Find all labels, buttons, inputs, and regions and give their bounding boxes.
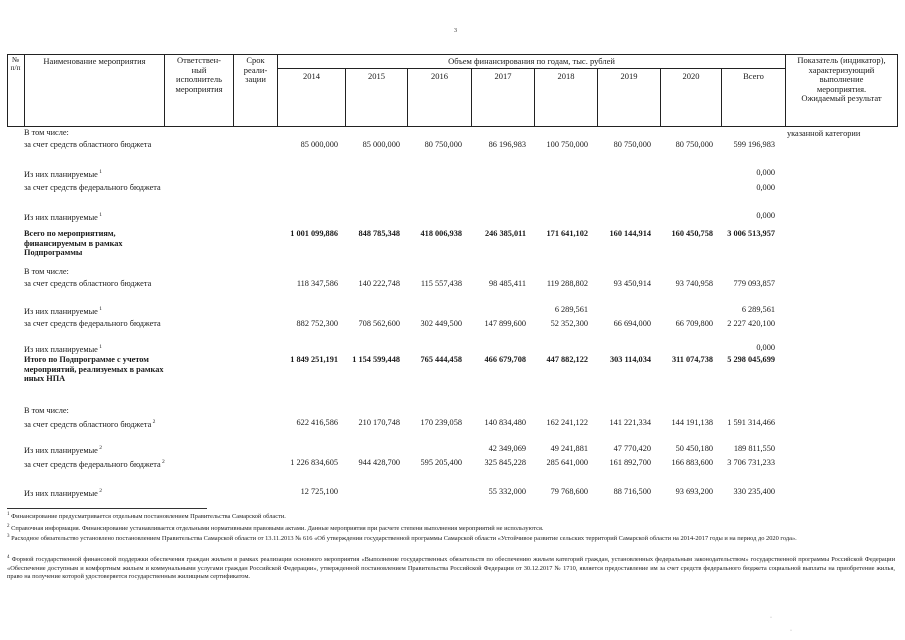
col-border <box>897 54 898 127</box>
row-label-text: В том числе: <box>24 128 69 137</box>
footnote <box>7 511 895 522</box>
row-label <box>24 140 174 150</box>
value-cell: 12 725,100 <box>300 487 338 496</box>
header-num: № п/п <box>10 55 21 72</box>
value-cell: 79 768,600 <box>550 487 588 496</box>
value-cell: 246 385,011 <box>484 229 526 238</box>
value-cell: 55 332,000 <box>488 487 526 496</box>
value-cell: 118 347,586 <box>296 279 338 288</box>
header-year: 2018 <box>557 71 575 81</box>
row-label-text: Из них планируемые <box>24 445 98 455</box>
value-cell: 1 154 599,448 <box>352 355 400 364</box>
value-cell: 170 239,058 <box>420 418 462 427</box>
value-cell: 166 883,600 <box>671 458 713 467</box>
row-label-text: за счет средств федерального бюджета <box>24 459 161 469</box>
value-cell: 3 006 513,957 <box>727 229 775 238</box>
value-cell: 160 144,914 <box>609 229 651 238</box>
row-label <box>24 319 174 329</box>
value-cell: 85 000,000 <box>300 140 338 149</box>
row-label-text: Итого по Подпрограмме с учетом мероприятий, реализуемых в рамках иных НПА <box>24 355 164 384</box>
footnote-separator <box>7 508 207 509</box>
value-cell: 0,000 <box>756 211 775 220</box>
value-cell: 98 485,411 <box>488 279 526 288</box>
value-cell: 1 591 314,466 <box>727 418 775 427</box>
value-cell: 85 000,000 <box>362 140 400 149</box>
row-label-text: за счет средств областного бюджета <box>24 140 152 149</box>
value-cell: 100 750,000 <box>546 140 588 149</box>
value-cell: 50 450,180 <box>675 444 713 453</box>
value-cell: 0,000 <box>756 168 775 177</box>
footnote-ref: 2 <box>97 488 102 494</box>
header-year: 2016 <box>431 71 448 81</box>
value-cell: 0,000 <box>756 343 775 352</box>
value-cell: 144 191,138 <box>671 418 713 427</box>
value-cell: 6 289,561 <box>741 305 775 314</box>
header-year: 2019 <box>620 71 638 81</box>
value-cell: 779 093,857 <box>733 279 775 288</box>
value-cell: 162 241,122 <box>546 418 588 427</box>
value-cell: 303 114,034 <box>609 355 651 364</box>
value-cell: 49 241,881 <box>550 444 588 453</box>
value-cell: 1 849 251,191 <box>290 355 338 364</box>
value-cell: 1 001 099,886 <box>290 229 338 238</box>
header-top-border <box>7 54 898 55</box>
row-label <box>24 418 174 429</box>
value-cell: 161 892,700 <box>609 458 651 467</box>
value-cell: 147 899,600 <box>484 319 526 328</box>
value-cell: 80 750,000 <box>424 140 462 149</box>
header-funding: Объем финансирования по годам, тыс. рублей <box>448 56 615 66</box>
value-cell: 285 641,000 <box>546 458 588 467</box>
value-cell: 141 221,334 <box>609 418 651 427</box>
header-year: 2014 <box>303 71 320 81</box>
header-year: 2020 <box>682 71 700 81</box>
value-cell: 93 693,200 <box>675 487 713 496</box>
row-label <box>24 229 174 258</box>
header-year: Всего <box>743 71 764 81</box>
footnote-number: 1 <box>7 512 10 517</box>
row-label-text: Из них планируемые <box>24 344 98 354</box>
value-cell: 210 170,748 <box>358 418 400 427</box>
footnote-ref: 2 <box>151 419 156 425</box>
header-year: 2015 <box>368 71 385 81</box>
value-cell: 47 770,420 <box>613 444 651 453</box>
row-label-text: Из них планируемые <box>24 169 98 179</box>
value-cell: 944 428,700 <box>358 458 400 467</box>
value-cell: 171 641,102 <box>546 229 588 238</box>
row-label-text: В том числе: <box>24 406 69 415</box>
row-label-text: за счет средств федерального бюджета <box>24 183 161 192</box>
value-cell: 6 289,561 <box>554 305 588 314</box>
row-label <box>24 406 174 416</box>
value-cell: 622 416,586 <box>296 418 338 427</box>
value-cell: 42 349,069 <box>488 444 526 453</box>
value-cell: 140 834,480 <box>484 418 526 427</box>
row-label-text: за счет средств областного бюджета <box>24 279 152 288</box>
value-cell: 765 444,458 <box>420 355 462 364</box>
header-bottom-border <box>7 126 898 127</box>
footnote-number: 4 <box>7 555 10 560</box>
value-cell: 311 074,738 <box>671 355 713 364</box>
row-label-text: за счет средств областного бюджета <box>24 419 152 429</box>
row-label-text: за счет средств федерального бюджета <box>24 319 161 328</box>
row-label <box>24 211 174 222</box>
value-cell: 325 845,228 <box>484 458 526 467</box>
row-label-text: Из них планируемые <box>24 212 98 222</box>
value-cell: 2 227 420,100 <box>727 319 775 328</box>
footnote-text: Формой государственной финансовой поддержки обеспечения граждан жильем в рамках реализации основного мероприятия «Выполнение государственных обязательств по обеспечению жильем категорий граждан, установленных федеральным законодательством» государственной программы Российской Федерации «Обеспечение доступным и комфортным жильем и коммунальными услугами граждан Российской Федерации», утвержденной постановлением Правительства Российской Федерации от 30.12.2017 № 1710, является предоставление им за счет средств федерального бюджета социальной выплаты на приобретение жилья, право на получение которой удостоверяется государственным жилищным сертификатом. <box>7 556 895 580</box>
value-cell: 882 752,300 <box>296 319 338 328</box>
value-cell: 93 740,958 <box>675 279 713 288</box>
value-cell: 115 557,438 <box>420 279 462 288</box>
footnote-text: Финансирование предусматривается отдельным постановлением Правительства Самарской области. <box>9 513 286 521</box>
value-cell: 160 450,758 <box>671 229 713 238</box>
value-cell: 119 288,802 <box>546 279 588 288</box>
footnote-ref: 2 <box>160 459 165 465</box>
scan-mark: · <box>770 615 772 621</box>
value-cell: 1 226 834,605 <box>290 458 338 467</box>
value-cell: 80 750,000 <box>675 140 713 149</box>
footnote <box>7 533 895 544</box>
value-cell: 66 709,800 <box>675 319 713 328</box>
footnote <box>7 554 895 581</box>
footnote-ref: 1 <box>97 344 102 350</box>
footnote-number: 2 <box>7 524 10 529</box>
header-executor: Ответствен- ный исполнитель мероприятия <box>175 55 223 94</box>
row-label <box>24 458 174 469</box>
row-label-text: Всего по мероприятиям, финансируемым в рамках Подпрограммы <box>24 229 123 258</box>
value-cell: 3 706 731,233 <box>727 458 775 467</box>
row-label-text: Из них планируемые <box>24 488 98 498</box>
row-label <box>24 444 174 455</box>
header-term: Срок реали- зации <box>243 55 268 84</box>
footnote-text: Расходное обязательство установлено постановлением Правительства Самарской области от 13.11.2013 № 616 «Об утверждении государственной программы Самарской области «Устойчивое развитие сельских территорий Самарской области на 2014-2017 годы и на период до 2020 года». <box>9 535 797 543</box>
funding-underline <box>277 68 785 69</box>
value-cell: 599 196,983 <box>733 140 775 149</box>
row-label <box>24 279 174 289</box>
table-header <box>7 54 898 127</box>
row-label <box>24 487 174 498</box>
footnote-ref: 1 <box>97 212 102 218</box>
row-label <box>24 183 174 193</box>
row-label <box>24 343 174 354</box>
page-number: 3 <box>454 28 457 34</box>
scan-mark: · <box>790 628 792 634</box>
value-cell: 302 449,500 <box>420 319 462 328</box>
value-cell: 93 450,914 <box>613 279 651 288</box>
footnote-ref: 2 <box>97 445 102 451</box>
footnote-ref: 1 <box>97 169 102 175</box>
footnote-number: 3 <box>7 534 10 539</box>
value-cell: 848 785,348 <box>358 229 400 238</box>
row-label <box>24 355 174 384</box>
value-cell: 52 352,300 <box>550 319 588 328</box>
row-label <box>24 168 174 179</box>
indicator-text: указанной категории <box>787 129 861 138</box>
value-cell: 418 006,938 <box>420 229 462 238</box>
value-cell: 595 205,400 <box>420 458 462 467</box>
value-cell: 66 694,000 <box>613 319 651 328</box>
footnote-text: Справочная информация. Финансирование устанавливается отдельными нормативными правовыми актами. Данные мероприятия при расчете степени выполнения мероприятий не используются. <box>9 525 544 533</box>
value-cell: 86 196,983 <box>488 140 526 149</box>
value-cell: 466 679,708 <box>484 355 526 364</box>
header-name: Наименование мероприятия <box>43 56 146 66</box>
row-label <box>24 128 174 138</box>
row-label-text: Из них планируемые <box>24 306 98 316</box>
value-cell: 447 882,122 <box>546 355 588 364</box>
row-label <box>24 305 174 316</box>
value-cell: 80 750,000 <box>613 140 651 149</box>
value-cell: 5 298 045,699 <box>727 355 775 364</box>
header-year: 2017 <box>494 71 512 81</box>
header-indicator: Показатель (индикатор), характеризующий выполнение мероприятия. Ожидаемый результат <box>797 55 886 103</box>
footnote <box>7 523 895 534</box>
row-label <box>24 267 174 277</box>
value-cell: 140 222,748 <box>358 279 400 288</box>
footnote-ref: 1 <box>97 306 102 312</box>
value-cell: 330 235,400 <box>733 487 775 496</box>
value-cell: 88 716,500 <box>613 487 651 496</box>
row-label-text: В том числе: <box>24 267 69 276</box>
value-cell: 189 811,550 <box>733 444 775 453</box>
value-cell: 708 562,600 <box>358 319 400 328</box>
value-cell: 0,000 <box>756 183 775 192</box>
